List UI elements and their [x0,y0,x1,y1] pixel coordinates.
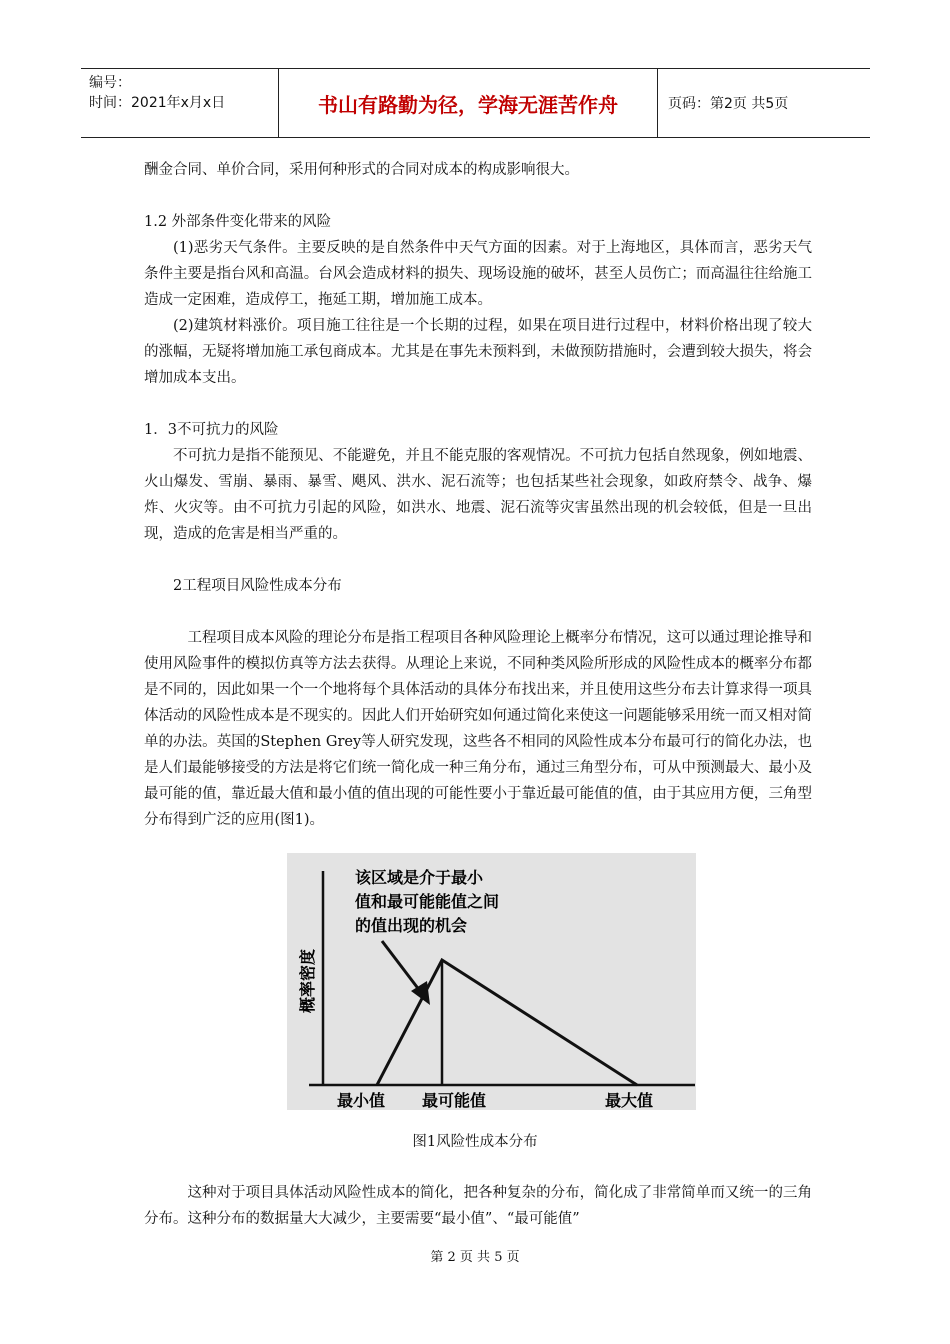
annotation-line: 值和最可能能值之间 [355,892,500,911]
paragraph: 这种对于项目具体活动风险性成本的简化，把各种复杂的分布，简化成了非常简单而又统一的三角分布。这种分布的数据量大大减少，主要需要“最小值”、“最可能值” [144,1185,812,1227]
triangular-distribution-figure [287,853,696,1110]
body-text-continued [144,1180,812,1232]
page-header [81,68,870,138]
code-label: 编号： [89,75,131,91]
triangle-distribution [377,960,637,1085]
x-label-mode: 最可能值 [422,1091,487,1110]
paragraph: 不可抗力是指不能预见、不能避免，并且不能克服的客观情况。不可抗力包括自然现象，例如地震、火山爆发、雪崩、暴雨、暴雪、飓风、洪水、泥石流等；也包括某些社会现象，如政府禁令、战争、爆炸、火灾等。由不可抗力引起的风险，如洪水、地震、泥石流等灾害虽然出现的机会较低，但是一旦出现，造成的危害是相当严重的。 [144,448,812,542]
section-heading: 2工程项目风险性成本分布 [173,578,342,594]
page-footer: 第 2 页 共 5 页 [430,1250,520,1265]
paragraph: 酬金合同、单价合同，采用何种形式的合同对成本的构成影响很大。 [144,162,579,178]
header-motto: 书山有路勤为径，学海无涯苦作舟 [279,69,658,137]
figure-caption: 图1风险性成本分布 [412,1134,538,1150]
x-label-max: 最大值 [605,1091,654,1110]
header-meta [81,69,279,137]
body-text [144,157,812,833]
annotation-arrow-shaft [382,941,423,995]
figure-graphic [287,853,696,1110]
time-label: 时间：2021年x月x日 [89,95,226,111]
annotation-line: 该区域是介于最小 [355,868,484,887]
annotation-line: 的值出现的机会 [355,916,468,935]
y-axis-label: 概率密度 [298,948,317,1013]
paragraph: (1)恶劣天气条件。主要反映的是自然条件中天气方面的因素。对于上海地区，具体而言，恶劣天气条件主要是指台风和高温。台风会造成材料的损失、现场设施的破坏，甚至人员伤亡；而高温往往给施工造成一定困难，造成停工，拖延工期，增加施工成本。 [144,240,812,308]
section-heading: 1．3不可抗力的风险 [144,422,279,438]
section-heading: 1.2 外部条件变化带来的风险 [144,214,332,230]
paragraph: 工程项目成本风险的理论分布是指工程项目各种风险理论上概率分布情况，这可以通过理论推导和使用风险事件的模拟仿真等方法去获得。从理论上来说，不同种类风险所形成的风险性成本的概率分布都是不同的，因此如果一个一个地将每个具体活动的具体分布找出来，并且使用这些分布去计算求得一项具体活动的风险性成本是不现实的。因此人们开始研究如何通过简化来使这一问题能够采用统一而又相对简单的办法。英国的Stephen Grey等人研究发现，这些各不相同的风险性成本分布最可行的简化办法，也是人们最能够接受的方法是将它们统一简化成一种三角分布，通过三角型分布，可从中预测最大、最小及最可能的值，靠近最大值和最小值的值出现的可能性要小于靠近最可能值的值，由于其应用方便，三角型分布得到广泛的应用(图1)。 [144,630,812,828]
paragraph: (2)建筑材料涨价。项目施工往往是一个长期的过程，如果在项目进行过程中，材料价格出现了较大的涨幅，无疑将增加施工承包商成本。尤其是在事先未预料到，未做预防措施时，会遭到较大损失，将会增加成本支出。 [144,318,812,386]
x-label-min: 最小值 [337,1091,386,1110]
header-page-info: 页码：第2页 共5页 [668,96,789,112]
